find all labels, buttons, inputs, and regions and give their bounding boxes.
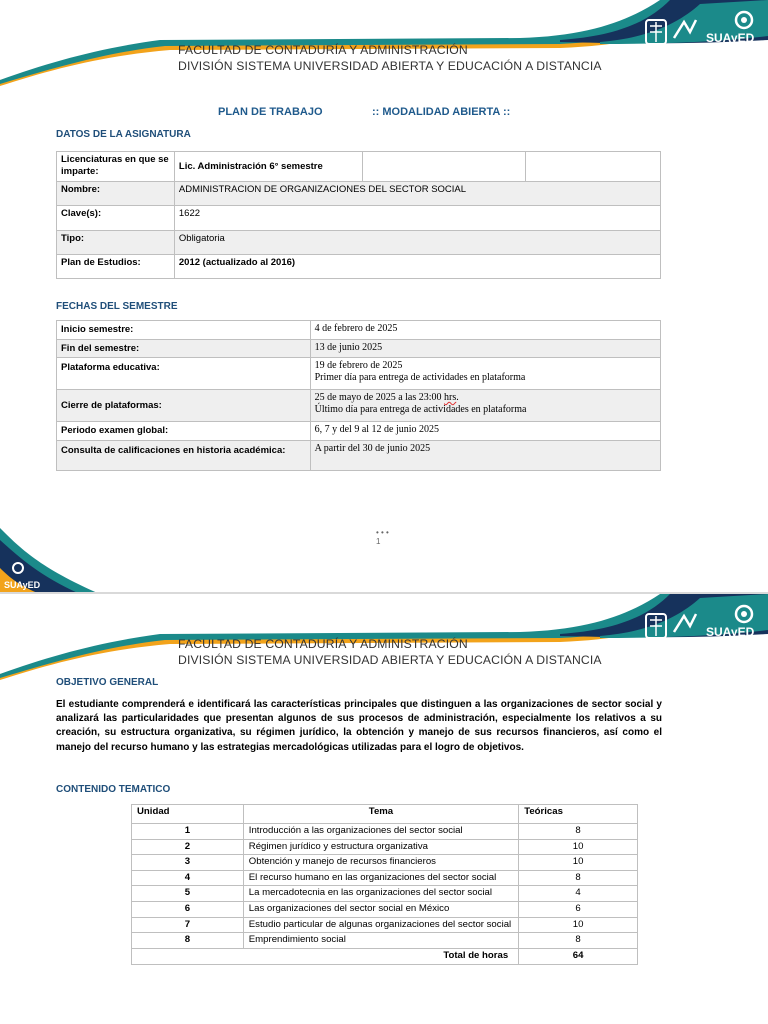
unidad-cell: 1 — [132, 824, 244, 840]
value-plan-estudios: 2012 (actualizado al 2016) — [174, 255, 660, 279]
value-tipo: Obligatoria — [174, 231, 660, 255]
horas-cell: 8 — [519, 933, 638, 949]
table-row — [57, 321, 661, 340]
division-title: DIVISIÓN SISTEMA UNIVERSIDAD ABIERTA Y EDUCACIÓN A DISTANCIA — [178, 653, 602, 667]
cierre-note: Último día para entrega de actividades en plataforma — [314, 404, 527, 415]
label-plataforma: Plataforma educativa: — [57, 358, 311, 390]
unidad-cell: 7 — [132, 917, 244, 933]
table-row — [57, 390, 661, 422]
total-label: Total de horas — [132, 948, 519, 964]
unidad-cell: 6 — [132, 901, 244, 917]
tema-cell: Obtención y manejo de recursos financieros — [243, 855, 518, 871]
value-plataforma — [310, 358, 660, 390]
value-fin: 13 de junio 2025 — [310, 340, 660, 358]
table-row — [57, 340, 661, 358]
value-nombre: ADMINISTRACION DE ORGANIZACIONES DEL SECTOR SOCIAL — [174, 182, 660, 206]
table-row — [132, 917, 638, 933]
objetivo-heading: OBJETIVO GENERAL — [56, 677, 159, 688]
label-tipo: Tipo: — [57, 231, 175, 255]
cierre-dot: . — [456, 392, 459, 403]
label-inicio: Inicio semestre: — [57, 321, 311, 340]
cierre-date-text: 25 de mayo de 2025 a las 23:00 — [314, 392, 442, 403]
footer-corner-banner — [0, 528, 100, 594]
unidad-cell: 5 — [132, 886, 244, 902]
horas-cell: 10 — [519, 855, 638, 871]
horas-cell: 8 — [519, 824, 638, 840]
empty-cell — [362, 152, 526, 182]
horas-cell: 10 — [519, 917, 638, 933]
logo-text: SUAyED — [706, 31, 755, 45]
col-unidad: Unidad — [132, 805, 244, 824]
table-row — [132, 839, 638, 855]
label-nombre: Nombre: — [57, 182, 175, 206]
contenido-heading: CONTENIDO TEMATICO — [56, 784, 171, 795]
col-tema: Tema — [243, 805, 518, 824]
table-row — [132, 886, 638, 902]
contenido-body — [132, 824, 638, 949]
table-header-row — [132, 805, 638, 824]
label-fin: Fin del semestre: — [57, 340, 311, 358]
tema-cell: Estudio particular de algunas organizaciones del sector social — [243, 917, 518, 933]
label-cierre: Cierre de plataformas: — [57, 390, 311, 422]
label-plan-estudios: Plan de Estudios: — [57, 255, 175, 279]
page-number-value: 1 — [376, 537, 381, 546]
label-consulta: Consulta de calificaciones en historia académica: — [57, 441, 311, 471]
fechas-table — [56, 320, 661, 471]
table-row — [57, 152, 661, 182]
table-row — [57, 206, 661, 231]
tema-cell: Las organizaciones del sector social en México — [243, 901, 518, 917]
label-examen: Periodo examen global: — [57, 422, 311, 441]
value-examen: 6, 7 y del 9 al 12 de junio 2025 — [310, 422, 660, 441]
tema-cell: El recurso humano en las organizaciones del sector social — [243, 870, 518, 886]
table-row — [57, 255, 661, 279]
horas-cell: 8 — [519, 870, 638, 886]
table-row — [57, 231, 661, 255]
plataforma-note: Primer día para entrega de actividades en plataforma — [314, 372, 526, 383]
table-row — [57, 441, 661, 471]
unidad-cell: 4 — [132, 870, 244, 886]
plataforma-date: 19 de febrero de 2025 — [314, 360, 403, 371]
value-inicio: 4 de febrero de 2025 — [310, 321, 660, 340]
horas-cell: 4 — [519, 886, 638, 902]
tema-cell: Régimen jurídico y estructura organizativa — [243, 839, 518, 855]
table-row — [132, 870, 638, 886]
fechas-heading: FECHAS DEL SEMESTRE — [56, 301, 178, 312]
datos-table — [56, 151, 661, 279]
faculty-title: FACULTAD DE CONTADURÍA Y ADMINISTRACIÓN — [178, 43, 468, 57]
horas-cell: 6 — [519, 901, 638, 917]
plan-title: PLAN DE TRABAJO — [218, 106, 323, 118]
table-row — [132, 824, 638, 840]
table-row — [57, 358, 661, 390]
empty-cell — [526, 152, 661, 182]
tema-cell: Emprendimiento social — [243, 933, 518, 949]
value-licenciaturas: Lic. Administración 6° semestre — [174, 152, 362, 182]
tema-cell: La mercadotecnia en las organizaciones del sector social — [243, 886, 518, 902]
table-row — [132, 901, 638, 917]
objetivo-text: El estudiante comprenderá e identificará las características principales que distinguen a las organizaciones de sector social y analizará las particularidades que presentan algunos de sus procesos de administración, especialmente los relativos a su creación, su estructura organizativa, su régimen jurídico, la obtención y manejo de sus recursos financieros, así como el manejo del recurso humano y las estrategias mercadológicas utilizadas para el logro de objetivos. — [56, 699, 662, 753]
footer-logo-text: SUAyED — [4, 580, 41, 590]
modalidad-title: :: MODALIDAD ABIERTA :: — [372, 106, 511, 118]
datos-heading: DATOS DE LA ASIGNATURA — [56, 129, 191, 140]
label-clave: Clave(s): — [57, 206, 175, 231]
label-licenciaturas: Licenciaturas en que se imparte: — [57, 152, 175, 182]
table-row — [132, 855, 638, 871]
total-value: 64 — [519, 948, 638, 964]
value-consulta: A partir del 30 de junio 2025 — [310, 441, 660, 471]
unidad-cell: 2 — [132, 839, 244, 855]
cierre-hrs: hrs — [444, 392, 457, 403]
page-number: • • • 1 — [376, 528, 389, 546]
cierre-date — [315, 392, 656, 404]
value-clave: 1622 — [174, 206, 660, 231]
unam-suayed-logos — [644, 8, 764, 48]
table-row — [132, 933, 638, 949]
division-title: DIVISIÓN SISTEMA UNIVERSIDAD ABIERTA Y EDUCACIÓN A DISTANCIA — [178, 59, 602, 73]
contenido-table — [131, 804, 638, 965]
logo-text: SUAyED — [706, 625, 755, 639]
unidad-cell: 3 — [132, 855, 244, 871]
horas-cell: 10 — [519, 839, 638, 855]
unidad-cell: 8 — [132, 933, 244, 949]
total-row — [132, 948, 638, 964]
table-row — [57, 182, 661, 206]
table-row — [57, 422, 661, 441]
faculty-title: FACULTAD DE CONTADURÍA Y ADMINISTRACIÓN — [178, 637, 468, 651]
col-teoricas: Teóricas — [519, 805, 638, 824]
value-cierre — [310, 390, 660, 422]
unam-suayed-logos — [644, 602, 764, 642]
tema-cell: Introducción a las organizaciones del sector social — [243, 824, 518, 840]
